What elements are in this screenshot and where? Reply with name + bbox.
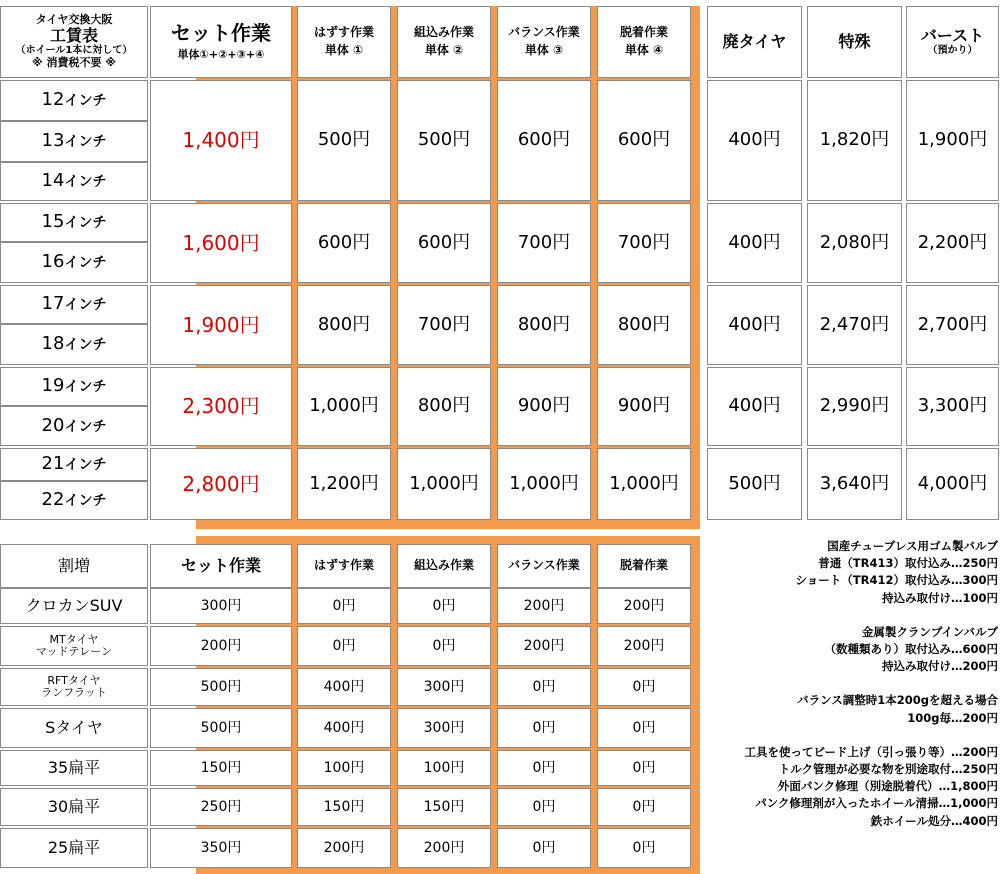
price-value: 800円 (417, 395, 471, 417)
price-value: 1,600円 (182, 230, 260, 255)
price-burst-group (906, 203, 999, 283)
price-value: 200円 (523, 597, 565, 614)
header-dacchaku (597, 6, 691, 78)
header-balance-sub: 単体 ③ (524, 43, 564, 57)
inch-number: 15 (41, 211, 65, 233)
note-line: 鉄ホイール処分…400円 (870, 813, 998, 828)
price-haitire-group (707, 367, 802, 446)
note-line: パンク修理剤が入ったホイール清掃…1,000円 (755, 796, 998, 811)
header-kumikomi-sub: 単体 ② (424, 43, 464, 57)
surcharge-set-value (150, 828, 292, 868)
price-value: 600円 (517, 129, 571, 151)
price-value: 400円 (728, 129, 781, 151)
price-value: 500円 (417, 129, 471, 151)
surcharge-header-hazusu-text: はずす作業 (313, 558, 374, 573)
note-spacer (700, 675, 998, 692)
surcharge-header-balance-text: バランス作業 (508, 558, 580, 573)
price-tokushu-group (807, 285, 902, 365)
surcharge-set-value (150, 668, 292, 706)
surcharge-label-line2: マッドテレーン (35, 645, 113, 658)
price-value: 0円 (432, 637, 456, 654)
price-value: 700円 (617, 231, 671, 253)
price-value: 200円 (200, 637, 242, 654)
price-dacchaku-group (597, 203, 691, 283)
surcharge-label-line1: 25扁平 (47, 837, 101, 857)
price-value: 300円 (200, 597, 242, 614)
surcharge-header-set (150, 544, 292, 588)
header-hazusu-sub: 単体 ① (324, 43, 364, 57)
note-line: 外面パンク修理（別途脱着代）…1,800円 (777, 779, 998, 794)
inch-row (0, 324, 148, 365)
surcharge-hazusu-value (297, 626, 391, 666)
header-set-title: セット作業 (171, 21, 271, 46)
price-haitire-group (707, 448, 802, 520)
price-value: 600円 (617, 129, 671, 151)
price-value: 2,470円 (819, 313, 890, 335)
surcharge-header-label-text: 割増 (57, 555, 90, 575)
surcharge-balance-value (497, 828, 591, 868)
surcharge-row-label (0, 788, 148, 826)
surcharge-row-label (0, 668, 148, 706)
surcharge-kumikomi-value (397, 750, 491, 786)
inch-row (0, 406, 148, 446)
inch-row (0, 367, 148, 406)
inch-unit: インチ (64, 215, 107, 232)
surcharge-set-value (150, 750, 292, 786)
surcharge-dacchaku-value (597, 750, 691, 786)
surcharge-dacchaku-value (597, 788, 691, 826)
surcharge-dacchaku-value (597, 828, 691, 868)
price-value: 0円 (532, 798, 556, 815)
price-balance-group (497, 448, 591, 520)
note-line: 100g毎…200円 (907, 710, 998, 725)
surcharge-kumikomi-value (397, 828, 491, 868)
table-title: 工賃表 (49, 26, 98, 46)
note-line: 工具を使ってビード上げ（引っ張り等）…200円 (744, 744, 998, 759)
surcharge-label-line1: クロカンSUV (25, 595, 123, 615)
price-balance-group (497, 80, 591, 201)
surcharge-label-line1: 35扁平 (47, 757, 101, 777)
inch-number: 13 (41, 130, 65, 152)
price-value: 400円 (323, 719, 365, 736)
surcharge-label-line1: 30扁平 (47, 796, 101, 816)
surcharge-header-kumikomi-text: 組込み作業 (413, 558, 474, 573)
price-hazusu-group (297, 448, 391, 520)
inch-unit: インチ (64, 457, 107, 474)
price-value: 200円 (623, 637, 665, 654)
inch-number: 12 (41, 89, 65, 111)
header-burst-sub: （預かり） (927, 45, 978, 57)
price-value: 0円 (632, 839, 656, 856)
price-value: 200円 (323, 839, 365, 856)
note-line: 普通（TR413）取付込み…250円 (818, 556, 998, 571)
surcharge-header-balance (497, 544, 591, 588)
price-value: 800円 (517, 313, 571, 335)
price-dacchaku-group (597, 80, 691, 201)
header-set-sub: 単体①+②+③+④ (177, 48, 265, 62)
inch-unit: インチ (64, 174, 107, 191)
inch-unit: インチ (64, 493, 107, 510)
price-value: 250円 (200, 798, 242, 815)
price-value: 3,300円 (917, 395, 988, 417)
surcharge-balance-value (497, 626, 591, 666)
inch-row (0, 481, 148, 520)
price-kumikomi-group (397, 203, 491, 283)
price-kumikomi-group (397, 448, 491, 520)
price-value: 1,400円 (182, 128, 260, 152)
surcharge-header-dacchaku-text: 脱着作業 (619, 558, 668, 573)
table-title-cell (0, 6, 148, 78)
surcharge-header-kumikomi (397, 544, 491, 588)
surcharge-kumikomi-value (397, 708, 491, 748)
price-hazusu-group (297, 203, 391, 283)
price-value: 1,000円 (509, 472, 579, 494)
inch-unit: インチ (64, 134, 107, 151)
price-burst-group (906, 285, 999, 365)
surcharge-kumikomi-value (397, 668, 491, 706)
surcharge-balance-value (497, 788, 591, 826)
price-value: 700円 (417, 313, 471, 335)
price-value: 2,080円 (819, 231, 890, 253)
price-value: 3,640円 (819, 472, 890, 494)
price-burst-group (906, 448, 999, 520)
header-set (150, 6, 292, 78)
inch-row (0, 203, 148, 242)
note-line: 持込み取付け…100円 (881, 590, 998, 605)
price-kumikomi-group (397, 285, 491, 365)
inch-unit: インチ (64, 337, 107, 354)
price-tokushu-group (807, 203, 902, 283)
header-tokushu (807, 6, 902, 78)
header-hazusu (297, 6, 391, 78)
table-scope-note: （ホイール1本に対して） (15, 45, 133, 57)
price-value: 1,000円 (309, 395, 379, 417)
price-burst-group (906, 367, 999, 446)
price-value: 150円 (423, 798, 465, 815)
inch-number: 21 (41, 453, 65, 475)
note-spacer (700, 607, 998, 624)
price-value: 0円 (632, 798, 656, 815)
inch-row (0, 121, 148, 162)
inch-number: 19 (41, 375, 65, 397)
inch-number: 17 (41, 293, 65, 315)
inch-unit: インチ (64, 418, 107, 435)
note-line: 国産チューブレス用ゴム製バルブ (827, 539, 998, 553)
surcharge-hazusu-value (297, 668, 391, 706)
surcharge-header-dacchaku (597, 544, 691, 588)
price-value: 400円 (323, 678, 365, 695)
price-dacchaku-group (597, 367, 691, 446)
inch-number: 14 (41, 170, 65, 192)
note-spacer (700, 727, 998, 744)
price-value: 100円 (323, 759, 365, 776)
price-value: 1,900円 (917, 129, 988, 151)
header-dacchaku-title: 脱着作業 (619, 25, 668, 40)
surcharge-hazusu-value (297, 828, 391, 868)
surcharge-header-set-text: セット作業 (180, 555, 261, 575)
surcharge-header-hazusu (297, 544, 391, 588)
price-value: 0円 (532, 678, 556, 695)
price-value: 0円 (532, 759, 556, 776)
header-dacchaku-sub: 単体 ④ (624, 43, 664, 57)
note-line: （数種類あり）取付込み…600円 (824, 642, 998, 657)
header-balance (497, 6, 591, 78)
surcharge-row-label (0, 626, 148, 666)
surcharge-hazusu-value (297, 750, 391, 786)
price-value: 200円 (523, 637, 565, 654)
price-value: 900円 (517, 395, 571, 417)
surcharge-row-label (0, 828, 148, 868)
price-value: 0円 (332, 637, 356, 654)
price-value: 150円 (200, 759, 242, 776)
surcharge-hazusu-value (297, 708, 391, 748)
price-set-group (150, 203, 292, 283)
price-value: 150円 (323, 798, 365, 815)
note-line: 持込み取付け…200円 (881, 659, 998, 674)
note-line: バランス調整時1本200gを超える場合 (797, 693, 998, 708)
note-line: 金属製クランプインバルブ (861, 624, 998, 639)
price-balance-group (497, 367, 591, 446)
inch-unit: インチ (64, 93, 107, 110)
surcharge-label-line2: ランフラット (41, 686, 107, 699)
surcharge-kumikomi-value (397, 588, 491, 624)
surcharge-set-value (150, 626, 292, 666)
surcharge-balance-value (497, 708, 591, 748)
additional-fees-notes (700, 538, 998, 830)
price-haitire-group (707, 203, 802, 283)
price-hazusu-group (297, 367, 391, 446)
surcharge-set-value (150, 588, 292, 624)
price-kumikomi-group (397, 80, 491, 201)
price-value: 800円 (317, 313, 371, 335)
price-value: 100円 (423, 759, 465, 776)
header-tokushu-title: 特殊 (838, 31, 871, 51)
surcharge-row-label (0, 750, 148, 786)
price-value: 500円 (200, 719, 242, 736)
price-value: 200円 (423, 839, 465, 856)
surcharge-balance-value (497, 668, 591, 706)
inch-number: 18 (41, 333, 65, 355)
tax-note: ※ 消費税不要 ※ (31, 55, 117, 69)
price-value: 2,800円 (182, 471, 260, 496)
note-line: トルク管理が必要な物を別途取付…250円 (778, 762, 998, 777)
price-dacchaku-group (597, 285, 691, 365)
price-value: 800円 (617, 313, 671, 335)
surcharge-row-label (0, 708, 148, 748)
shop-name: タイヤ交換大阪 (35, 13, 113, 27)
header-kumikomi (397, 6, 491, 78)
surcharge-dacchaku-value (597, 588, 691, 624)
price-set-group (150, 285, 292, 365)
surcharge-balance-value (497, 750, 591, 786)
price-hazusu-group (297, 285, 391, 365)
header-haitire-title: 廃タイヤ (722, 31, 787, 51)
price-value: 2,990円 (819, 395, 890, 417)
price-value: 1,000円 (409, 472, 479, 494)
price-value: 0円 (432, 597, 456, 614)
price-value: 300円 (423, 678, 465, 695)
price-value: 400円 (728, 395, 781, 417)
header-burst-title: バースト (920, 26, 985, 46)
price-value: 2,300円 (182, 394, 260, 418)
price-haitire-group (707, 80, 802, 201)
price-balance-group (497, 285, 591, 365)
price-haitire-group (707, 285, 802, 365)
price-value: 0円 (632, 719, 656, 736)
price-balance-group (497, 203, 591, 283)
surcharge-kumikomi-value (397, 788, 491, 826)
price-value: 0円 (532, 719, 556, 736)
price-set-group (150, 80, 292, 201)
header-balance-title: バランス作業 (508, 25, 580, 40)
price-value: 500円 (317, 129, 371, 151)
price-value: 300円 (423, 719, 465, 736)
surcharge-hazusu-value (297, 788, 391, 826)
surcharge-row-label (0, 588, 148, 624)
price-value: 0円 (332, 597, 356, 614)
surcharge-dacchaku-value (597, 626, 691, 666)
price-set-group (150, 448, 292, 520)
inch-unit: インチ (64, 255, 107, 272)
inch-row (0, 80, 148, 121)
surcharge-kumikomi-value (397, 626, 491, 666)
price-value: 2,200円 (917, 231, 988, 253)
inch-row (0, 242, 148, 283)
surcharge-label-line1: RFTタイヤ (47, 673, 101, 687)
inch-row (0, 285, 148, 324)
price-set-group (150, 367, 292, 446)
price-value: 1,200円 (309, 472, 379, 494)
surcharge-set-value (150, 708, 292, 748)
header-kumikomi-title: 組込み作業 (413, 25, 474, 40)
price-kumikomi-group (397, 367, 491, 446)
inch-number: 20 (41, 414, 65, 436)
header-hazusu-title: はずす作業 (313, 25, 374, 40)
price-value: 1,900円 (182, 312, 260, 337)
price-value: 0円 (532, 839, 556, 856)
inch-unit: インチ (64, 297, 107, 314)
price-value: 400円 (728, 313, 781, 335)
surcharge-dacchaku-value (597, 668, 691, 706)
price-hazusu-group (297, 80, 391, 201)
price-tokushu-group (807, 448, 902, 520)
price-burst-group (906, 80, 999, 201)
price-value: 0円 (632, 759, 656, 776)
price-tokushu-group (807, 80, 902, 201)
surcharge-label-line1: MTタイヤ (49, 632, 99, 646)
price-value: 1,820円 (819, 129, 890, 151)
price-value: 900円 (617, 395, 671, 417)
surcharge-hazusu-value (297, 588, 391, 624)
surcharge-header-label (0, 544, 148, 588)
inch-row (0, 162, 148, 201)
note-line: ショート（TR412）取付込み…300円 (795, 573, 998, 588)
inch-number: 16 (41, 251, 65, 273)
price-tokushu-group (807, 367, 902, 446)
price-value: 350円 (200, 839, 242, 856)
price-value: 700円 (517, 231, 571, 253)
price-value: 4,000円 (917, 472, 988, 494)
inch-number: 22 (41, 489, 65, 511)
price-dacchaku-group (597, 448, 691, 520)
price-value: 200円 (623, 597, 665, 614)
header-haitire (707, 6, 802, 78)
price-value: 600円 (417, 231, 471, 253)
surcharge-label-line1: Sタイヤ (45, 717, 103, 737)
surcharge-dacchaku-value (597, 708, 691, 748)
price-value: 500円 (200, 678, 242, 695)
inch-row (0, 448, 148, 481)
inch-unit: インチ (64, 379, 107, 396)
price-value: 400円 (728, 231, 781, 253)
price-value: 0円 (632, 678, 656, 695)
price-value: 1,000円 (609, 472, 679, 494)
header-burst (906, 6, 999, 78)
price-value: 500円 (728, 472, 781, 494)
surcharge-set-value (150, 788, 292, 826)
surcharge-balance-value (497, 588, 591, 624)
price-value: 600円 (317, 231, 371, 253)
price-value: 2,700円 (917, 313, 988, 335)
